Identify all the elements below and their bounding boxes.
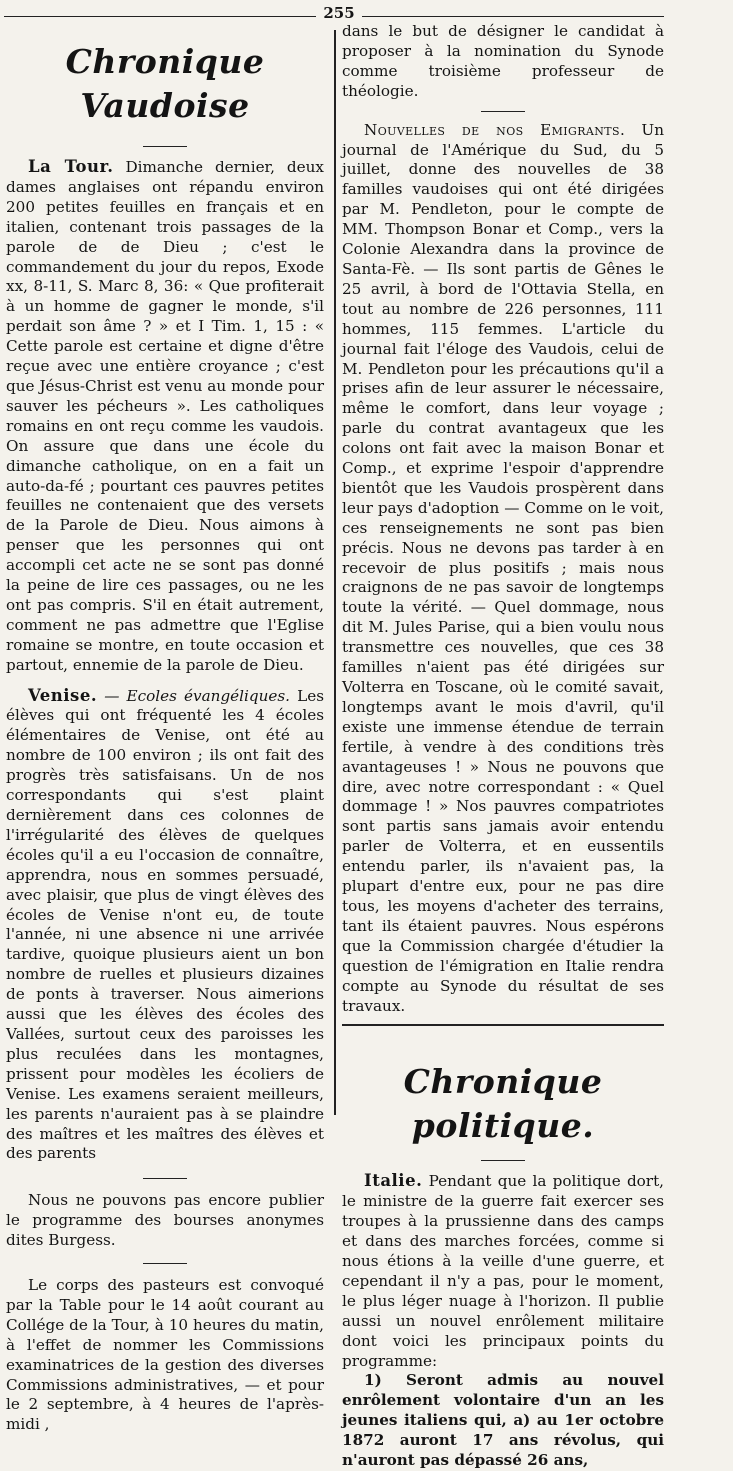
left-column [6,22,324,1435]
column-divider [334,30,336,1115]
separator-rule [143,1178,187,1179]
la-tour-article [6,157,324,676]
continuation-paragraph: dans le but de désigner le candidat à proposer à la nomination du Synode comme troisième professeur de théologie. [342,22,664,100]
separator-rule [481,111,525,112]
emigrants-article [342,121,664,1017]
header-rule-left [4,16,316,17]
italie-point-1: 1) Seront admis au nouvel enrôlement volontaire d'un an les jeunes italiens qui, a) au 1er octobre 1872 auront 17 ans révolus, qui n'auront pas dépassé 26 ans, [342,1371,664,1470]
venise-subtitle: — Ecoles évangéliques. [104,686,290,705]
la-tour-heading: La Tour. [28,157,114,176]
venise-article [6,686,324,1165]
emigrants-heading: Nouvelles de nos Emigrants. [364,120,626,139]
la-tour-text: Dimanche dernier, deux dames anglaises ont répandu environ 200 petites feuilles en français et en italien, contenant trois passages de la parole de de Dieu ; c'est le commandement du jour du repos, Exode xx, 8-11, S. Marc 8, 36: « Que profiterait à un homme de gagner le monde, s'il perdait son âme ? » et I Tim. 1, 15 : « Cette parole est certaine et digne d'être reçue avec une entière croyance ; c'est que Jésus-Christ est venu au monde pour sauver les pécheurs ». Les catholiques romains en ont reçu comme les vaudois. On assure que dans une école du dimanche catholique, on en a fait un auto-da-fé ; pourtant ces pauvres petites feuilles ne contenaient que des versets de la Parole de Dieu. Nous aimons à penser que les personnes qui ont accompli cet acte ne se sont pas donné la peine de lire ces passages, ou ne les ont pas compris. S'il en était autrement, comment ne pas admettre que l'Eglise romaine se montre, en toute occasion et partout, ennemie de la parole de Dieu. [6,158,324,674]
venise-text: Les élèves qui ont fréquenté les 4 écoles élémentaires de Venise, ont été au nombre de 100 environ ; ils ont fait des progrès très satisfaisans. Un de nos correspondants qui s'est plaint dernièrement dans ces colonnes de l'irrégularité des élèves de quelques écoles qu'il a eu l'occasion de connaître, apprendra, nous en sommes persuadé, avec plaisir, que plus de vingt élèves des écoles de Venise n'ont eu, de toute l'année, ni une absence ni une arrivée tardive, quoique plusieurs aient un bon nombre de ruelles et plusieurs dizaines de ponts à traverser. Nous aimerions aussi que les élèves des écoles des Vallées, surtout ceux des paroisses les plus reculées dans les montagnes, prissent pour modèles les écoliers de Venise. Les examens seraient meilleurs, les parents n'auraient pas à se plaindre des maîtres et les maîtres des élèves et des parents [6,686,325,1163]
venise-heading: Venise. [28,685,98,705]
title-underline [481,1160,525,1161]
separator-rule [143,1263,187,1264]
title-underline [143,146,187,147]
bourses-notice: Nous ne pouvons pas encore publier le programme des bourses anonymes dites Burgess. [6,1191,324,1250]
italie-heading: Italie. [364,1171,423,1191]
page-number: 255 [323,4,355,22]
section-rule [342,1024,664,1026]
italie-text: Pendant que la politique dort, le ministre de la guerre fait exercer ses troupes à la prussienne dans des camps et dans des marches forcées, comme si nous étions à la veille d'une guerre, et cependant il n'y a pas, pour le moment, le plus léger nuage à l'horizon. Il publie aussi un nouvel enrôlement militaire dont voici les principaux points du programme: [342,1172,664,1370]
chronique-vaudoise-title: Chronique Vaudoise [65,42,265,125]
right-column [342,22,664,1471]
chronique-politique-title: Chronique politique. [403,1062,603,1146]
italie-article [342,1171,664,1371]
pasteurs-notice: Le corps des pasteurs est convoqué par la Table pour le 14 août courant au Collége de la Tour, à 10 heures du matin, à l'effet de nommer les Commissions examinatrices de la gestion des diverses Commissions administratives, — et pour le 2 septembre, à 4 heures de l'après-midi , [6,1276,324,1434]
header-rule-right [362,16,664,17]
emigrants-text: Un journal de l'Amérique du Sud, du 5 juillet, donne des nouvelles de 38 familles vaudoises qui ont été dirigées par M. Pendleton, pour le compte de MM. Thompson Bonar et Comp., vers la Colonie Alexandra dans la province de Santa-Fè. — Ils sont partis de Gênes le 25 avril, à bord de l'Ottavia Stella, en tout au nombre de 226 personnes, 111 hommes, 115 femmes. L'article du journal fait l'éloge des Vaudois, celui de M. Pendleton pour les précautions qu'il a prises afin de leur assurer le nécessaire, même le comfort, dans leur voyage ; parle du contrat avantageux que les colons ont fait avec la maison Bonar et Comp., et exprime l'espoir d'apprendre bientôt que les Vaudois prospèrent dans leur pays d'adoption — Comme on le voit, ces renseignements ne sont pas bien précis. Nous ne devons pas tarder à en recevoir de plus positifs ; mais nous craignons de ne pas savoir de longtemps toute la vérité. — Quel dommage, nous dit M. Jules Parise, qui a bien voulu nous transmettre ces nouvelles, que ces 38 familles n'aient pas été dirigées sur Volterra en Toscane, où le comité savait, longtemps avant le mois d'avril, qu'il existe une immense étendue de terrain fertile, à vendre à des conditions très avantageuses ! » Nous ne pouvons que dire, avec notre correspondant : « Quel dommage ! » Nos pauvres compatriotes sont partis sans jamais avoir entendu parler de Volterra, et en eussentils entendu parler, ils n'avaient pas, la plupart d'entre eux, pour ne pas dire tous, les moyens d'acheter des terrains, tant ils étaient pauvres. Nous espérons que la Commission chargée d'étudier la question de l'émigration en Italie rendra compte au Synode du résultat de ses travaux. [342,120,664,1015]
